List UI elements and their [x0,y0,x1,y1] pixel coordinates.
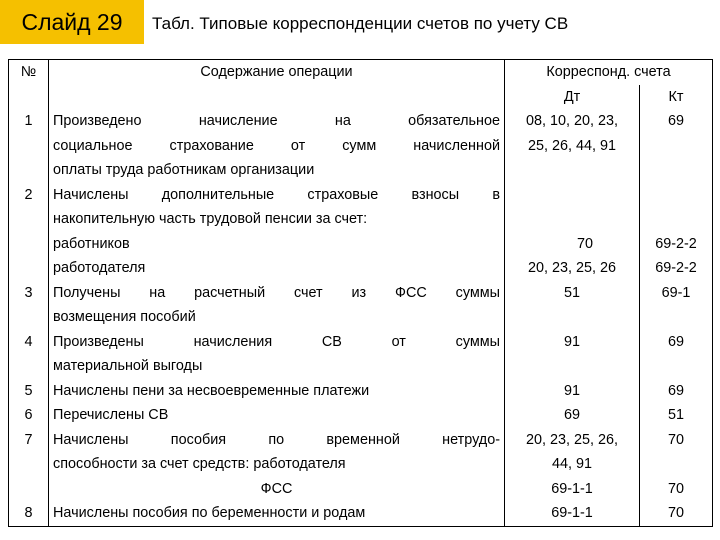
table-row [9,281,713,330]
row-number: 7 [9,428,49,502]
row-debit: 51 [505,281,640,330]
table-row [9,183,713,281]
header-debit: Дт [505,85,640,110]
table-row [9,501,713,526]
row-credit: 51 [640,403,713,428]
table-row [9,403,713,428]
row-credit: 69-1 [640,281,713,330]
slide-title: Табл. Типовые корреспонденции счетов по учету СВ [152,14,569,33]
table-row [9,428,713,502]
row-credit: 70 [640,501,713,526]
accounts-table [8,59,713,527]
header-number: № [9,60,49,85]
row-credit: 70 70 [640,428,713,502]
row-credit: 69-2-2 69-2-2 [640,183,713,281]
row-content: Начислены пени за несвоевременные платежи [49,379,505,404]
row-content: Начислены пособия по временной нетрудо- способности за счет средств: работодателя ФСС [49,428,505,502]
row-content: Получены на расчетный счет из ФСС суммы возмещения пособий [49,281,505,330]
row-debit: 08, 10, 20, 23, 25, 26, 44, 91 [505,109,640,183]
row-debit: 91 [505,379,640,404]
row-content: Произведено начисление на обязательное социальное страхование от сумм начисленной оплаты труда работникам организации [49,109,505,183]
row-credit: 69 [640,109,713,183]
row-debit: 91 [505,330,640,379]
row-number: 6 [9,403,49,428]
header-corr: Корреспонд. счета [505,60,713,85]
row-content: Начислены пособия по беременности и родам [49,501,505,526]
table-subheader-row [9,85,713,110]
row-debit: 69-1-1 [505,501,640,526]
row-content: Начислены дополнительные страховые взносы в накопительную часть трудовой пенсии за счет: работников работодателя [49,183,505,281]
row-debit: 69 [505,403,640,428]
table-header-row [9,60,713,85]
row-credit: 69 [640,330,713,379]
row-number: 1 [9,109,49,183]
row-debit: 20, 23, 25, 26, 44, 91 69-1-1 [505,428,640,502]
table-row [9,109,713,183]
row-number: 5 [9,379,49,404]
row-content: Перечислены СВ [49,403,505,428]
table-row [9,330,713,379]
row-number: 2 [9,183,49,281]
slide-number-badge: Слайд 29 [0,0,144,44]
row-credit: 69 [640,379,713,404]
row-content: Произведены начисления СВ от суммы материальной выгоды [49,330,505,379]
row-number: 3 [9,281,49,330]
row-number: 4 [9,330,49,379]
header-credit: Кт [640,85,713,110]
row-number: 8 [9,501,49,526]
table-row [9,379,713,404]
header-content: Содержание операции [49,60,505,85]
row-debit: 70 20, 23, 25, 26 [505,183,640,281]
